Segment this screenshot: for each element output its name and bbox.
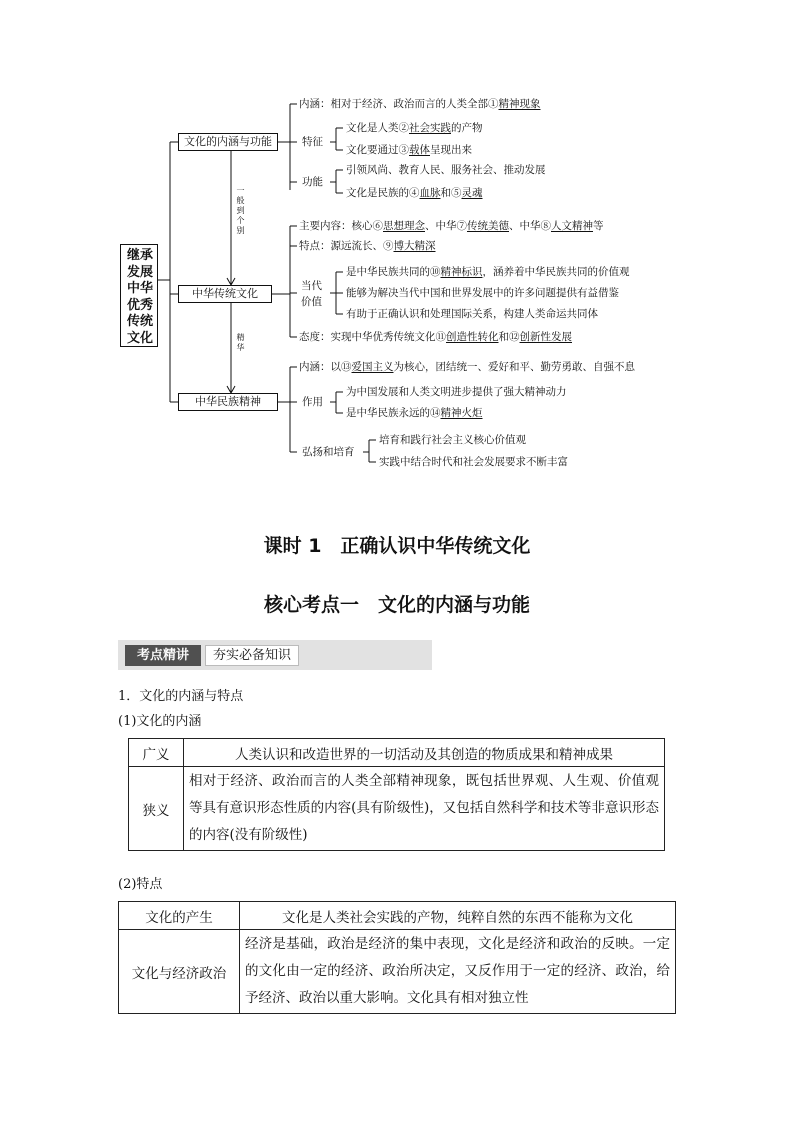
b2-value-3: 有助于正确认识和处理国际关系，构建人类命运共同体 — [346, 308, 598, 320]
branch-culture-connotation: 文化的内涵与功能 — [178, 133, 278, 151]
branch-national-spirit: 中华民族精神 — [178, 393, 278, 411]
link-general-to-specific: 一般到个别 — [236, 186, 245, 235]
b2-value-label: 当代 价值 — [301, 280, 322, 308]
table-cell-term: 文化与经济政治 — [119, 930, 240, 1014]
b1-feature-2: 文化要通过③载体呈现出来 — [346, 144, 472, 156]
lesson-title: 课时 1 正确认识中华传统文化 — [263, 535, 531, 557]
table-cell-term: 狭义 — [129, 767, 184, 851]
b3-role-1: 为中国发展和人类文明进步提供了强大精神动力 — [346, 386, 567, 398]
link-essence: 精华 — [236, 333, 245, 352]
b1-function-1: 引领风尚、教育人民、服务社会、推动发展 — [346, 164, 546, 176]
table-row — [119, 930, 676, 1014]
table-cell-desc: 文化是人类社会实践的产物，纯粹自然的东西不能称为文化 — [240, 902, 676, 930]
subheading-connotation: (1)文化的内涵 — [118, 714, 202, 729]
banner-label: 考点精讲 — [125, 645, 201, 666]
mind-map-root — [120, 244, 158, 347]
b2-value-2: 能够为解决当代中国和世界发展中的许多问题提供有益借鉴 — [346, 287, 619, 299]
b2-value-1: 是中华民族共同的⑩精神标识，涵养着中华民族共同的价值观 — [346, 266, 630, 278]
b3-cultivate-1: 培育和践行社会主义核心价值观 — [379, 434, 526, 446]
answer-1: 精神现象 — [498, 98, 541, 110]
point-title: 核心考点一 文化的内涵与功能 — [263, 594, 530, 616]
table-row — [129, 739, 665, 767]
root-text: 继承发展中华优秀传统文化 — [126, 248, 153, 346]
b3-cultivate-label: 弘扬和培育 — [302, 446, 355, 458]
banner-sublabel: 夯实必备知识 — [205, 645, 299, 666]
table-connotation — [128, 738, 665, 851]
table-features — [118, 901, 676, 1014]
subheading-features: (2)特点 — [118, 877, 163, 892]
b1-feature-1: 文化是人类②社会实践的产物 — [346, 122, 483, 134]
branch-traditional-culture: 中华传统文化 — [178, 285, 272, 303]
b2-main-content: 主要内容：核心⑥思想理念、中华⑦传统美德、中华⑧人文精神等 — [299, 220, 604, 232]
section-banner — [118, 640, 432, 670]
table-row — [119, 902, 676, 930]
b1-connotation: 内涵：相对于经济、政治而言的人类全部①精神现象 — [299, 98, 541, 110]
table-cell-term: 文化的产生 — [119, 902, 240, 930]
b3-role-label: 作用 — [302, 396, 323, 408]
b1-feature-label: 特征 — [302, 136, 323, 148]
table-cell-desc: 经济是基础，政治是经济的集中表现，文化是经济和政治的反映。一定的文化由一定的经济、政治所决定，又反作用于一定的经济、政治，给予经济、政治以重大影响。文化具有相对独立性 — [240, 930, 676, 1014]
table-row — [129, 767, 665, 851]
b1-function-label: 功能 — [302, 176, 323, 188]
b1-function-2: 文化是民族的④血脉和⑤灵魂 — [346, 187, 483, 199]
b2-attitude: 态度：实现中华优秀传统文化⑪创造性转化和⑫创新性发展 — [299, 331, 572, 343]
b2-features: 特点：源远流长、⑨博大精深 — [299, 240, 436, 252]
mind-map — [0, 0, 794, 480]
section-heading: 1．文化的内涵与特点 — [118, 689, 244, 704]
b3-role-2: 是中华民族永远的⑭精神火炬 — [346, 407, 483, 419]
table-cell-desc: 相对于经济、政治而言的人类全部精神现象，既包括世界观、人生观、价值观等具有意识形态性质的内容(具有阶级性)，又包括自然科学和技术等非意识形态的内容(没有阶级性) — [184, 767, 665, 851]
table-cell-term: 广义 — [129, 739, 184, 767]
b3-cultivate-2: 实践中结合时代和社会发展要求不断丰富 — [379, 456, 568, 468]
b3-connotation: 内涵：以⑬爱国主义为核心，团结统一、爱好和平、勤劳勇敢、自强不息 — [299, 361, 635, 373]
table-cell-desc: 人类认识和改造世界的一切活动及其创造的物质成果和精神成果 — [184, 739, 665, 767]
